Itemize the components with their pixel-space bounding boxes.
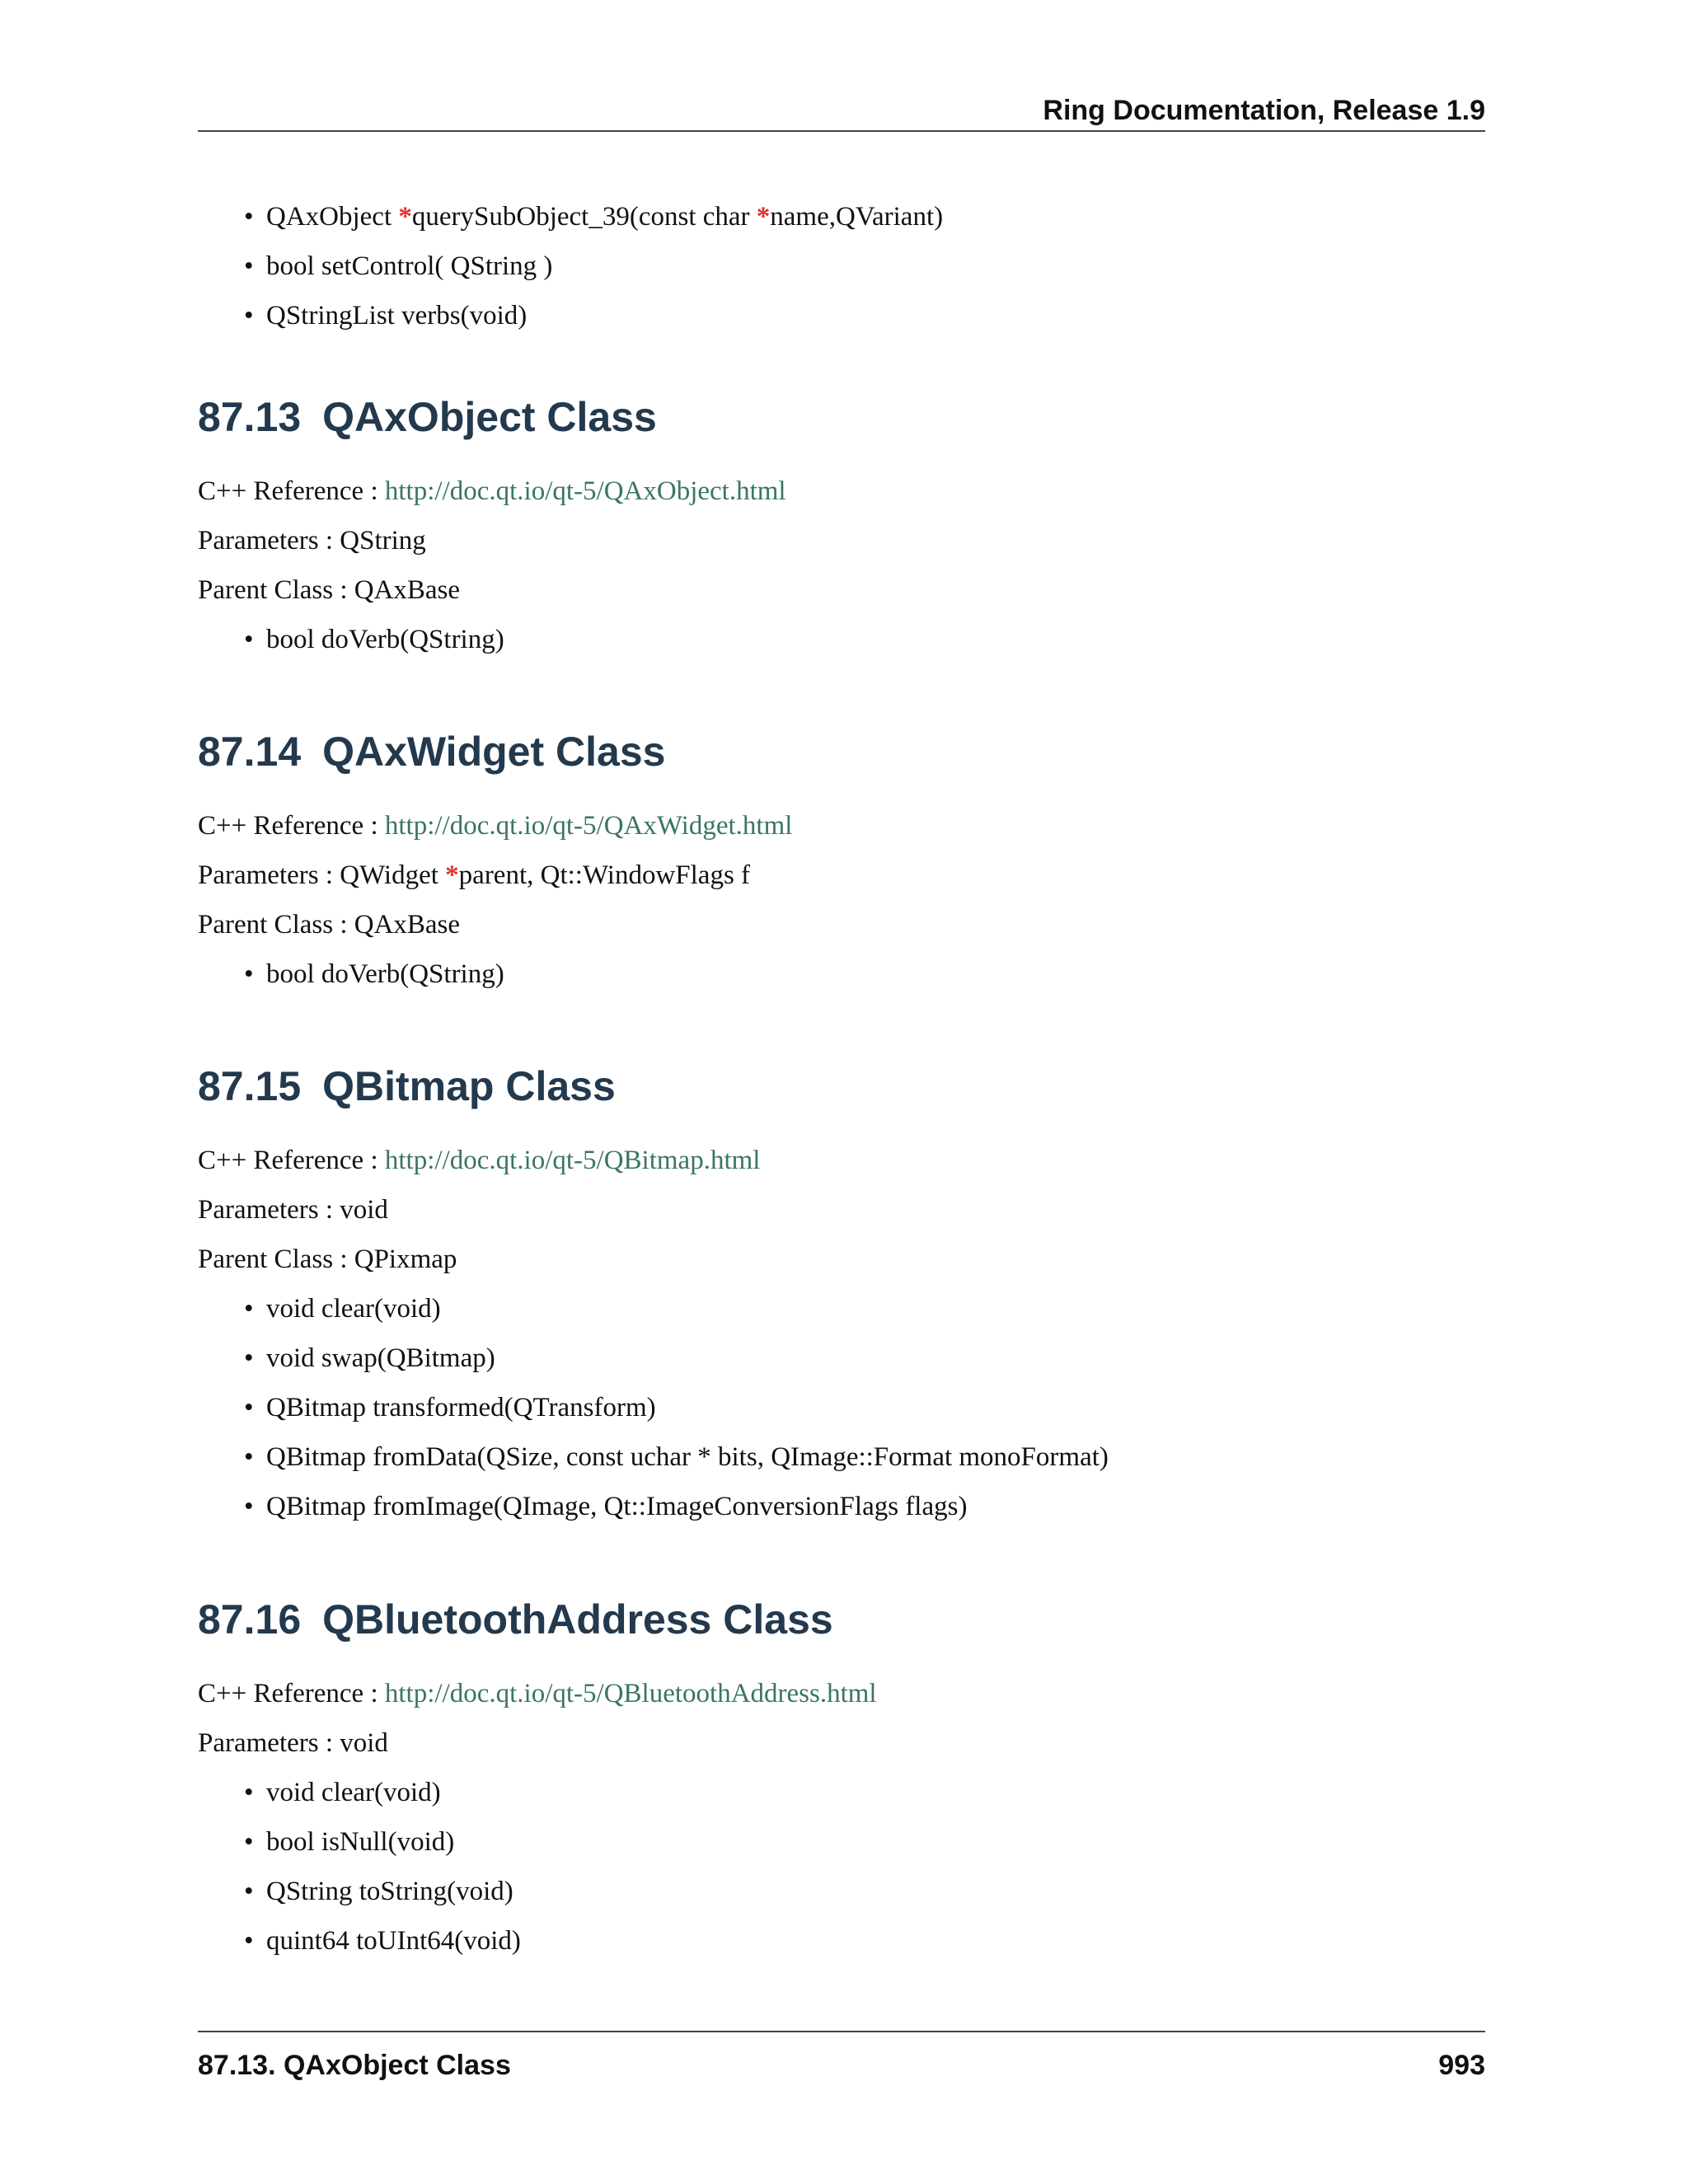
- section-qaxwidget: [198, 727, 1485, 999]
- continued-method-list: [198, 192, 1485, 340]
- section-qaxobject: [198, 392, 1485, 664]
- list-item: • bool doVerb(QString): [244, 959, 504, 989]
- list-item: • QStringList verbs(void): [244, 301, 528, 330]
- parent-class: Parent Class : QPixmap: [198, 1244, 457, 1274]
- cpp-reference: C++ Reference : http://doc.qt.io/qt-5/QAxObject.html: [198, 476, 786, 506]
- parent-class: Parent Class : QAxBase: [198, 575, 461, 605]
- list-item: • void swap(QBitmap): [244, 1343, 495, 1373]
- list-item: • QBitmap fromData(QSize, const uchar * bits, QImage::Format monoFormat): [244, 1442, 1109, 1472]
- list-item: • QBitmap transformed(QTransform): [244, 1393, 656, 1422]
- reference-link[interactable]: http://doc.qt.io/qt-5/QBitmap.html: [384, 1146, 761, 1175]
- method-list: [198, 949, 1485, 999]
- section-heading: 87.16 QBluetoothAddress Class: [198, 1596, 833, 1643]
- parameters: Parameters : void: [198, 1728, 388, 1758]
- list-item: • bool setControl( QString ): [244, 251, 553, 281]
- list-item: • void clear(void): [244, 1294, 441, 1324]
- reference-link[interactable]: http://doc.qt.io/qt-5/QBluetoothAddress.html: [384, 1679, 877, 1708]
- parameters: Parameters : QString: [198, 526, 426, 555]
- list-item: • QString toString(void): [244, 1877, 513, 1906]
- footer-section-title: 87.13. QAxObject Class: [198, 2050, 511, 2081]
- list-item: • bool isNull(void): [244, 1827, 455, 1857]
- method-list: [198, 1284, 1485, 1531]
- running-footer: [198, 2031, 1485, 2082]
- running-header: Ring Documentation, Release 1.9: [198, 91, 1485, 132]
- list-item: • bool doVerb(QString): [244, 625, 504, 654]
- list-item: • void clear(void): [244, 1778, 441, 1807]
- parameters: Parameters : void: [198, 1195, 388, 1225]
- list-item: • QBitmap fromImage(QImage, Qt::ImageConversionFlags flags): [244, 1492, 968, 1521]
- list-item: • QAxObject *querySubObject_39(const char *name,QVariant): [244, 202, 944, 232]
- section-qbluetoothaddress: [198, 1595, 1485, 1966]
- section-heading: 87.15 QBitmap Class: [198, 1063, 616, 1109]
- reference-link[interactable]: http://doc.qt.io/qt-5/QAxWidget.html: [384, 811, 793, 841]
- section-qbitmap: [198, 1062, 1485, 1531]
- cpp-reference: C++ Reference : http://doc.qt.io/qt-5/QBitmap.html: [198, 1146, 761, 1175]
- section-heading: 87.13 QAxObject Class: [198, 394, 657, 440]
- reference-link[interactable]: http://doc.qt.io/qt-5/QAxObject.html: [384, 476, 786, 506]
- parameters: Parameters : QWidget *parent, Qt::WindowFlags f: [198, 860, 751, 890]
- method-list: [198, 1768, 1485, 1966]
- page-number: 993: [1438, 2050, 1485, 2081]
- list-item: • quint64 toUInt64(void): [244, 1926, 521, 1956]
- cpp-reference: C++ Reference : http://doc.qt.io/qt-5/QAxWidget.html: [198, 811, 793, 841]
- section-heading: 87.14 QAxWidget Class: [198, 729, 666, 775]
- method-list: [198, 615, 1485, 664]
- cpp-reference: C++ Reference : http://doc.qt.io/qt-5/QBluetoothAddress.html: [198, 1679, 877, 1708]
- parent-class: Parent Class : QAxBase: [198, 910, 461, 940]
